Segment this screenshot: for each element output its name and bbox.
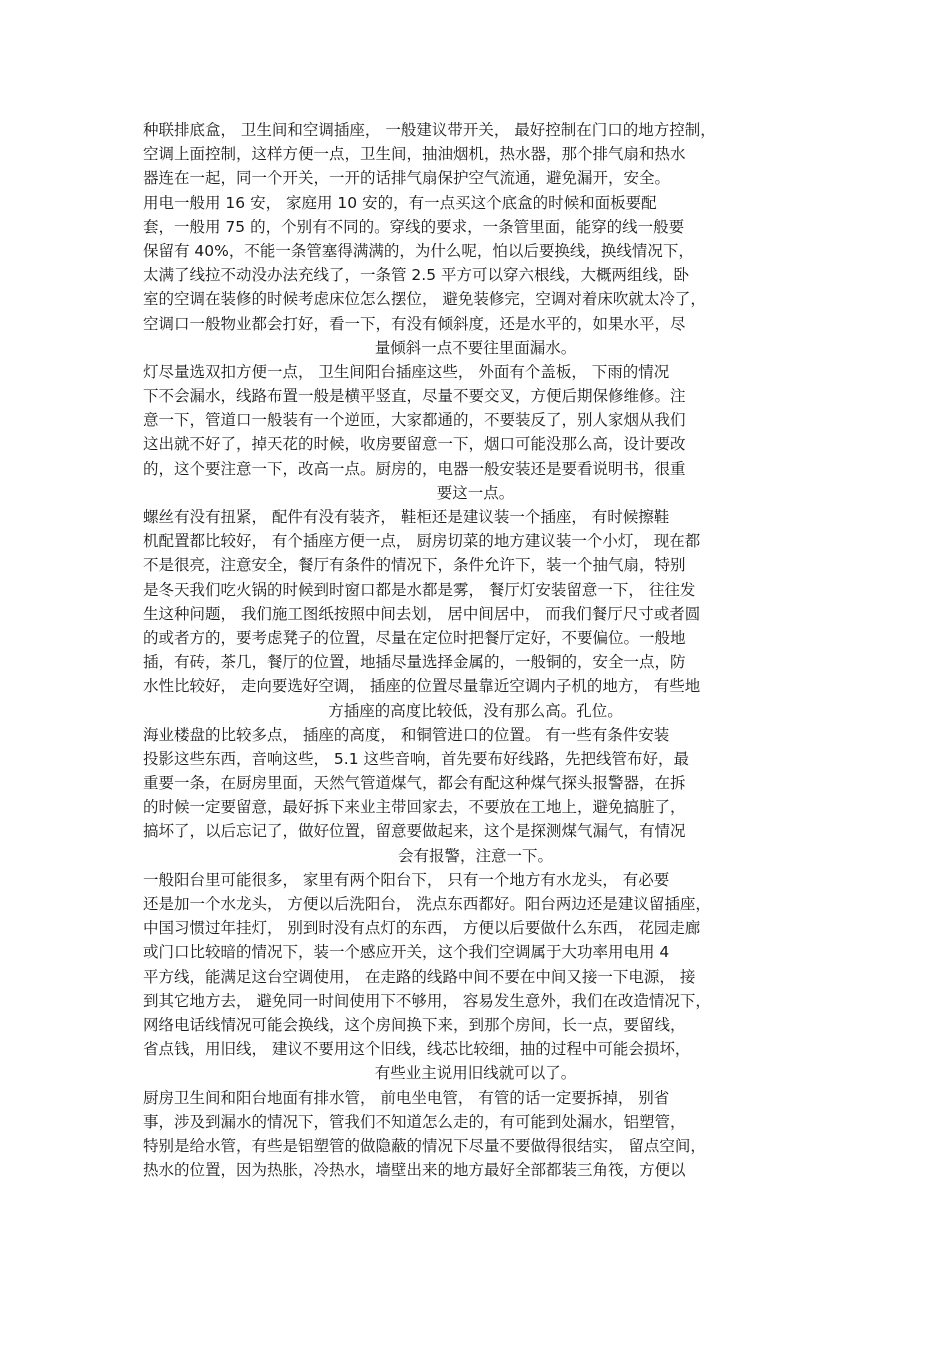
text-line: 水性比较好， 走向要选好空调， 插座的位置尽量靠近空调内子机的地方， 有些地: [143, 677, 701, 696]
text-line: 套，一般用 75 的，个别有不同的。穿线的要求，一条管里面，能穿的线一般要: [143, 217, 685, 236]
text-line: 太满了线拉不动没办法充线了，一条管 2.5 平方可以穿六根线，大概两组线，卧: [143, 266, 690, 285]
text-line: 方插座的高度比较低，没有那么高。孔位。: [328, 701, 623, 720]
text-line: 海业楼盘的比较多点， 插座的高度， 和铜管进口的位置。 有一些有条件安装: [143, 725, 670, 744]
text-line: 机配置都比较好， 有个插座方便一点， 厨房切菜的地方建议装一个小灯， 现在都: [143, 532, 701, 551]
text-line: 搞坏了，以后忘记了，做好位置，留意要做起来，这个是探测煤气漏气，有情况: [143, 822, 686, 841]
text-line: 网络电话线情况可能会换线，这个房间换下来，到那个房间，长一点，要留线，: [143, 1015, 686, 1034]
text-line: 用电一般用 16 安， 家庭用 10 安的，有一点买这个底盒的时候和面板要配: [143, 193, 657, 212]
text-line: 室的空调在装修的时候考虑床位怎么摆位， 避免装修完，空调对着床吹就太冷了，: [143, 290, 706, 309]
text-line: 有些业主说用旧线就可以了。: [374, 1064, 577, 1083]
text-line: 灯尽量选双扣方便一点， 卫生间阳台插座这些， 外面有个盖板， 下雨的情况: [143, 362, 670, 381]
text-line: 还是加一个水龙头， 方便以后洗阳台， 洗点东西都好。阳台两边还是建议留插座，: [143, 895, 711, 913]
text-line: 种联排底盒， 卫生间和空调插座， 一般建议带开关， 最好控制在门口的地方控制，: [143, 121, 716, 139]
text-line: 热水的位置，因为热胀，冷热水，墙壁出来的地方最好全部都装三角筏，方便以: [143, 1161, 686, 1180]
text-line: 的时候一定要留意，最好拆下来业主带回家去，不要放在工地上，避免搞脏了，: [143, 798, 686, 817]
text-line: 中国习惯过年挂灯， 别到时没有点灯的东西， 方便以后要做什么东西， 花园走廊: [143, 919, 701, 938]
body-text: [143, 118, 808, 1182]
text-line: 厨房卫生间和阳台地面有排水管， 前电坐电管， 有管的话一定要拆掉， 别省: [143, 1088, 670, 1107]
text-line: 不是很亮，注意安全，餐厅有条件的情况下，条件允许下，装一个抽气扇，特别: [143, 556, 686, 575]
text-line: 下不会漏水，线路布置一般是横平竖直，尽量不要交叉，方便后期保修维修。注: [143, 387, 686, 406]
text-line: 空调上面控制，这样方便一点，卫生间，抽油烟机，热水器，那个排气扇和热水: [143, 145, 686, 164]
text-line: 的或者方的，要考虑凳子的位置，尽量在定位时把餐厅定好，不要偏位。一般地: [143, 628, 686, 647]
text-line: 保留有 40%，不能一条管塞得满满的，为什么呢，怕以后要换线，换线情况下，: [143, 241, 694, 260]
text-line: 意一下，管道口一般装有一个逆匝，大家都通的，不要装反了，别人家烟从我们: [143, 411, 686, 430]
text-line: 螺丝有没有扭紧， 配件有没有装齐， 鞋柜还是建议装一个插座， 有时候擦鞋: [143, 508, 670, 526]
text-line: 会有报警，注意一下。: [397, 846, 553, 865]
text-line: 省点钱，用旧线， 建议不要用这个旧线，线芯比较细，抽的过程中可能会损坏，: [143, 1040, 691, 1059]
text-line: 这出就不好了，掉天花的时候，收房要留意一下，烟口可能没那么高，设计要改: [143, 435, 686, 454]
text-line: 量倾斜一点不要往里面漏水。: [374, 338, 577, 357]
text-line: 到其它地方去， 避免同一时间使用下不够用， 容易发生意外，我们在改造情况下，: [143, 991, 711, 1010]
text-line: 插，有砖，茶几，餐厅的位置，地插尽量选择金属的，一般铜的，安全一点，防: [143, 653, 686, 672]
text-line: 空调口一般物业都会打好，看一下，有没有倾斜度，还是水平的，如果水平，尽: [143, 314, 686, 333]
text-line: 或门口比较暗的情况下，装一个感应开关，这个我们空调属于大功率用电用 4: [143, 943, 670, 962]
text-line: 事，涉及到漏水的情况下，管我们不知道怎么走的，有可能到处漏水，铝塑管，: [143, 1112, 686, 1131]
text-line: 特别是给水管，有些是铝塑管的做隐蔽的情况下尽量不要做得很结实， 留点空间，: [143, 1136, 706, 1155]
text-line: 的，这个要注意一下，改高一点。厨房的，电器一般安装还是要看说明书，很重: [143, 459, 686, 478]
text-line: 平方线，能满足这台空调使用， 在走路的线路中间不要在中间又接一下电源， 接: [143, 967, 696, 986]
text-line: 生这种问题， 我们施工图纸按照中间去划， 居中间居中， 而我们餐厅尺寸或者圆: [143, 604, 701, 623]
text-line: 投影这些东西，音响这些， 5.1 这些音响，首先要布好线路，先把线管布好，最: [143, 749, 690, 768]
text-line: 是冬天我们吃火锅的时候到时窗口都是水都是雾， 餐厅灯安装留意一下， 往往发: [143, 580, 696, 599]
text-line: 器连在一起，同一个开关，一开的话排气扇保护空气流通，避免漏开，安全。: [143, 169, 671, 188]
text-line: 重要一条，在厨房里面，天然气管道煤气，都会有配这种煤气探头报警器，在拆: [143, 774, 686, 793]
text-line: 一般阳台里可能很多， 家里有两个阳台下， 只有一个地方有水龙头， 有必要: [143, 870, 670, 889]
text-line: 要这一点。: [436, 483, 515, 502]
